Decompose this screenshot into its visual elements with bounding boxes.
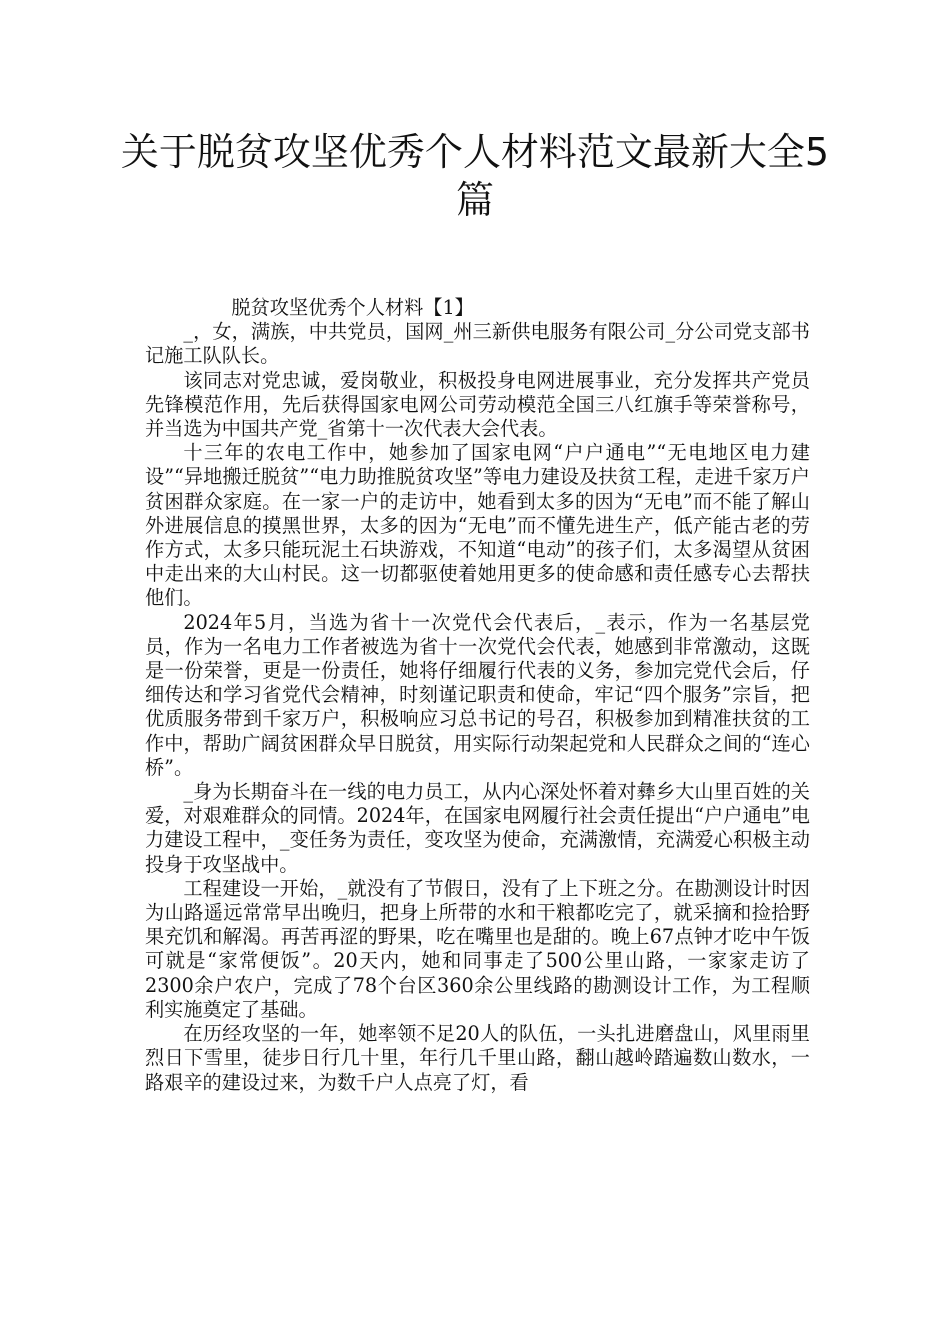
paragraph: 在历经攻坚的一年，她率领不足20人的队伍，一头扎进磨盘山，风里雨里烈日下雪里，徒步日行几十里，年行几千里山路，翻山越岭踏遍数山数水，一路艰辛的建设过来，为数千户人点亮了灯，看 — [145, 1022, 810, 1094]
paragraph: 该同志对党忠诚，爱岗敬业，积极投身电网进展事业，充分发挥共产党员先锋模范作用，先后获得国家电网公司劳动模范全国三八红旗手等荣誉称号，并当选为中国共产党_省第十一次代表大会代表。 — [145, 368, 810, 441]
paragraph: _，女，满族，中共党员，国网_州三新供电服务有限公司_分公司党支部书记施工队队长。 — [145, 320, 810, 368]
paragraph: _身为长期奋斗在一线的电力员工，从内心深处怀着对彝乡大山里百姓的关爱，对艰难群众的同情。2024年，在国家电网履行社会责任提出“户户通电”电力建设工程中，_变任务为责任，变攻坚为使命，充满激情，充满爱心积极主动投身于攻坚战中。 — [145, 780, 810, 876]
section-subheading: 脱贫攻坚优秀个人材料【1】 — [231, 296, 474, 319]
document-body — [145, 296, 810, 1095]
document-title: 关于脱贫攻坚优秀个人材料范文最新大全5篇 — [120, 130, 830, 222]
paragraph: 2024年5月，当选为省十一次党代会代表后，_表示，作为一名基层党员，作为一名电力工作者被选为省十一次党代会代表，她感到非常激动，这既是一份荣誉，更是一份责任，她将仔细履行代表的义务，参加完党代会后，仔细传达和学习省党代会精神，时刻谨记职责和使命，牢记“四个服务”宗旨，把优质服务带到千家万户，积极响应习总书记的号召，积极参加到精准扶贫的工作中，帮助广阔贫困群众早日脱贫，用实际行动架起党和人民群众之间的“连心桥”。 — [145, 610, 810, 779]
paragraph: 十三年的农电工作中，她参加了国家电网“户户通电”“无电地区电力建设”“异地搬迁脱贫”“电力助推脱贫攻坚”等电力建设及扶贫工程，走进千家万户贫困群众家庭。在一家一户的走访中，她看到太多的因为“无电”而不能了解山外进展信息的摸黑世界，太多的因为“无电”而不懂先进生产，低产能古老的劳作方式，太多只能玩泥土石块游戏，不知道“电动”的孩子们，太多渴望从贫困中走出来的大山村民。这一切都驱使着她用更多的使命感和责任感专心去帮扶他们。 — [145, 441, 810, 610]
paragraph: 工程建设一开始，_就没有了节假日，没有了上下班之分。在勘测设计时因为山路遥远常常早出晚归，把身上所带的水和干粮都吃完了，就采摘和捡拾野果充饥和解渴。再苦再涩的野果，吃在嘴里也是甜的。晚上67点钟才吃中午饭可就是“家常便饭”。20天内，她和同事走了500公里山路，一家家走访了2300余户农户，完成了78个台区360余公里线路的勘测设计工作，为工程顺利实施奠定了基础。 — [145, 876, 810, 1021]
